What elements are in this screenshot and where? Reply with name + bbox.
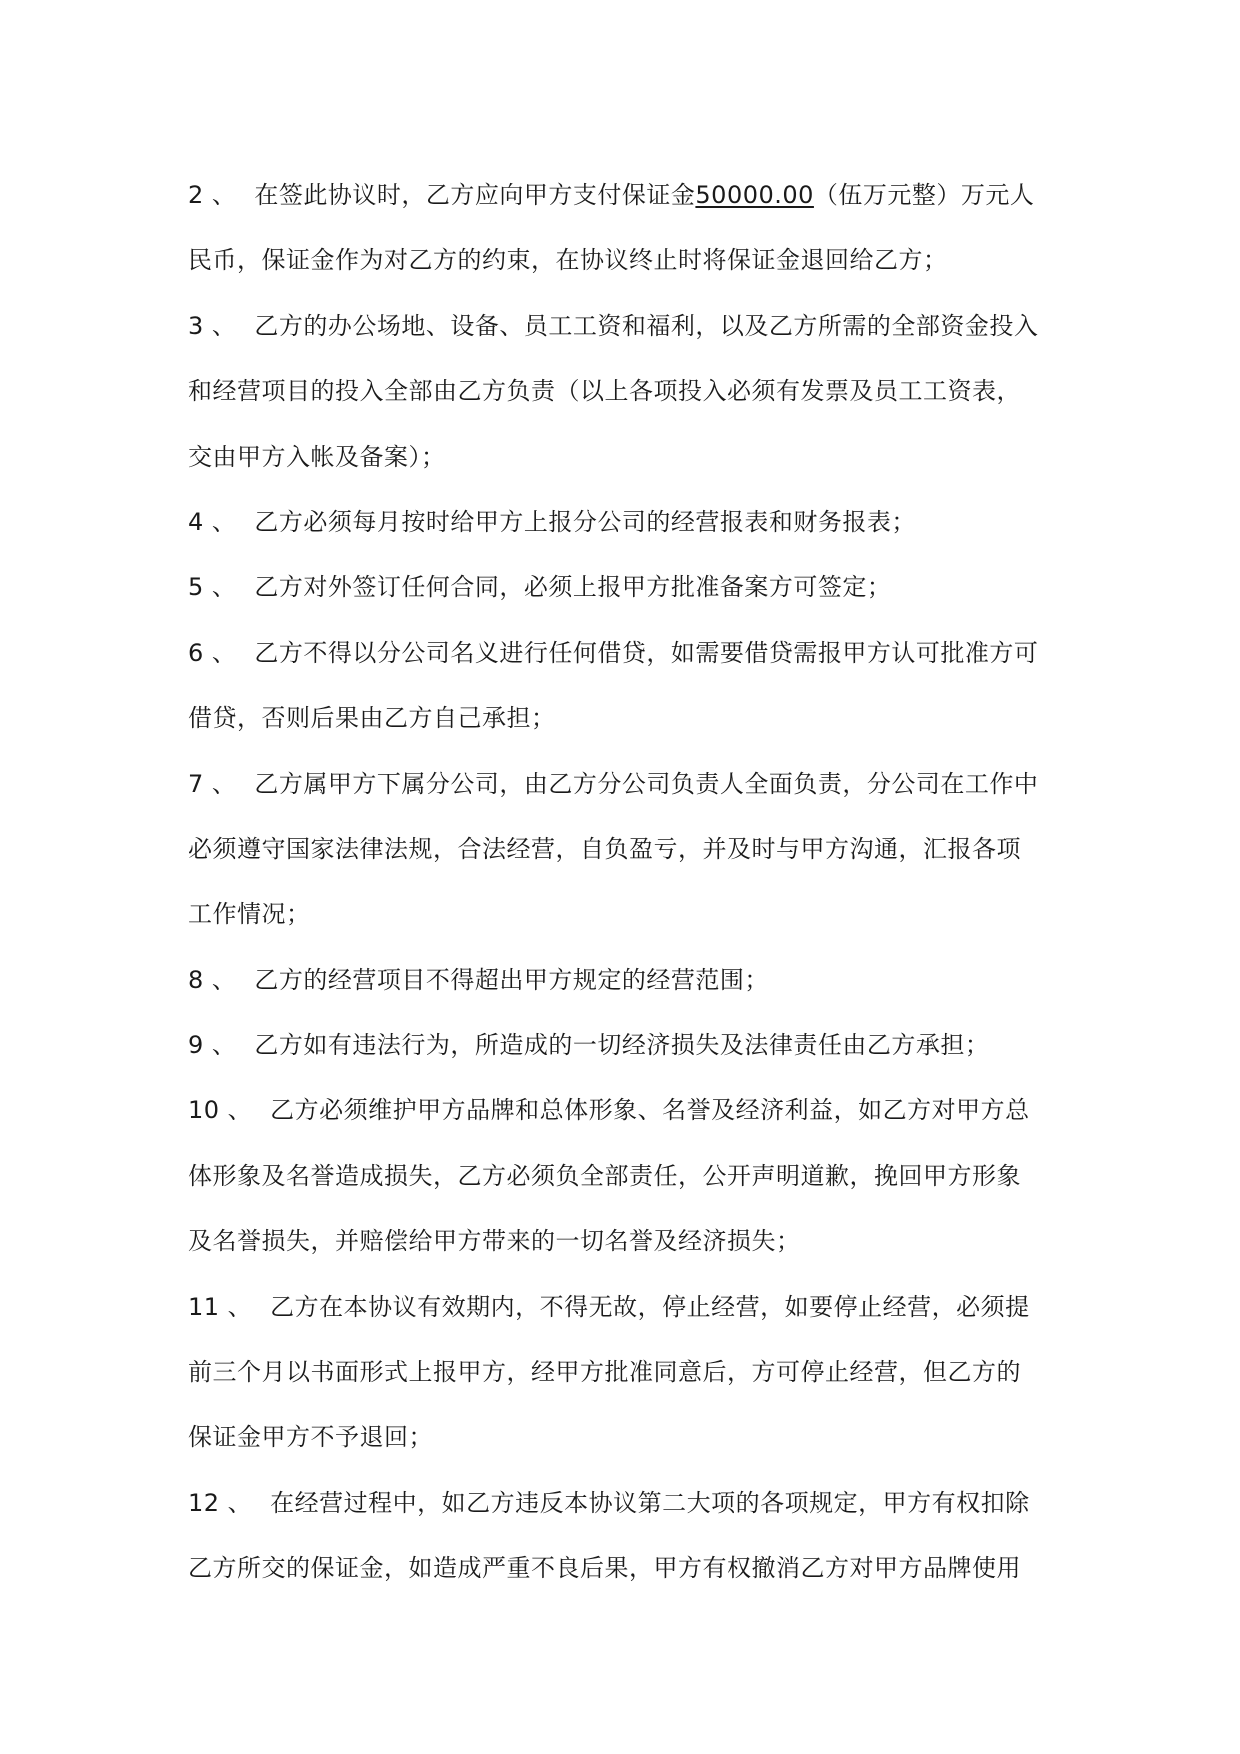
clause-number: 4 、 [188, 507, 237, 536]
clause-11-line-3: 保证金甲方不予退回； [188, 1423, 433, 1452]
clause-number: 12 、 [188, 1488, 253, 1517]
clause-text: 乙方必须每月按时给甲方上报分公司的经营报表和财务报表； [254, 507, 916, 536]
clause-number: 11 、 [188, 1292, 253, 1321]
clause-10-line-2: 体形象及名誉造成损失，乙方必须负全部责任，公开声明道歉，挽回甲方形象 [188, 1161, 1021, 1190]
clause-number: 2 、 [188, 181, 237, 209]
clause-text: 乙方对外签订任何合同，必须上报甲方批准备案方可签定； [254, 573, 892, 602]
clause-6-line-1 [188, 621, 1068, 686]
clause-9-line-1 [188, 1013, 1068, 1078]
clause-7-line-2: 必须遵守国家法律法规，合法经营，自负盈亏，并及时与甲方沟通，汇报各项 [188, 834, 1021, 863]
clause-text: 在经营过程中，如乙方违反本协议第二大项的各项规定，甲方有权扣除 [270, 1488, 1030, 1517]
clause-text: 乙方的经营项目不得超出甲方规定的经营范围； [254, 965, 769, 994]
clause-6-line-2: 借贷，否则后果由乙方自己承担； [188, 704, 556, 733]
clause-text: 乙方在本协议有效期内，不得无故，停止经营，如要停止经营，必须提 [270, 1292, 1030, 1321]
clause-3-line-1 [188, 294, 1068, 359]
clause-number: 6 、 [188, 638, 237, 667]
clause-2-line-1 [188, 163, 1068, 228]
clause-7-line-1 [188, 752, 1068, 817]
clause-number: 10 、 [188, 1096, 253, 1125]
clause-text: 乙方不得以分公司名义进行任何借贷，如需要借贷需报甲方认可批准方可 [254, 638, 1039, 667]
clause-5-line-1 [188, 555, 1068, 620]
clause-text: 在签此协议时，乙方应向甲方支付保证金 [254, 181, 696, 209]
clause-number: 9 、 [188, 1031, 237, 1060]
clause-number: 7 、 [188, 769, 237, 798]
clause-text: 乙方属甲方下属分公司，由乙方分公司负责人全面负责，分公司在工作中 [254, 769, 1039, 798]
clause-12-line-1 [188, 1471, 1068, 1536]
clause-text: 乙方必须维护甲方品牌和总体形象、名誉及经济利益，如乙方对甲方总 [270, 1096, 1030, 1125]
clause-text: （伍万元整）万元人 [813, 181, 1035, 209]
clause-11-line-1 [188, 1275, 1068, 1340]
clause-8-line-1 [188, 948, 1068, 1013]
deposit-amount: 50000.00 [695, 181, 814, 209]
clause-4-line-1 [188, 490, 1068, 555]
clause-3-line-2: 和经营项目的投入全部由乙方负责（以上各项投入必须有发票及员工工资表， [188, 377, 1021, 406]
clause-3-line-3: 交由甲方入帐及备案）； [188, 442, 446, 471]
clause-text: 乙方如有违法行为，所造成的一切经济损失及法律责任由乙方承担； [254, 1031, 990, 1060]
clause-text: 乙方的办公场地、设备、员工工资和福利，以及乙方所需的全部资金投入 [254, 311, 1039, 340]
clause-7-line-3: 工作情况； [188, 900, 311, 929]
clause-12-line-2: 乙方所交的保证金，如造成严重不良后果，甲方有权撤消乙方对甲方品牌使用 [188, 1554, 1021, 1583]
clause-number: 3 、 [188, 311, 237, 340]
clause-number: 8 、 [188, 965, 237, 994]
clause-10-line-3: 及名誉损失，并赔偿给甲方带来的一切名誉及经济损失； [188, 1227, 801, 1256]
clause-2-line-2: 民币，保证金作为对乙方的约束，在协议终止时将保证金退回给乙方； [188, 246, 948, 275]
clause-11-line-2: 前三个月以书面形式上报甲方，经甲方批准同意后，方可停止经营，但乙方的 [188, 1358, 1021, 1387]
document-body [188, 163, 1068, 1602]
clause-number: 5 、 [188, 573, 237, 602]
clause-10-line-1 [188, 1078, 1068, 1143]
